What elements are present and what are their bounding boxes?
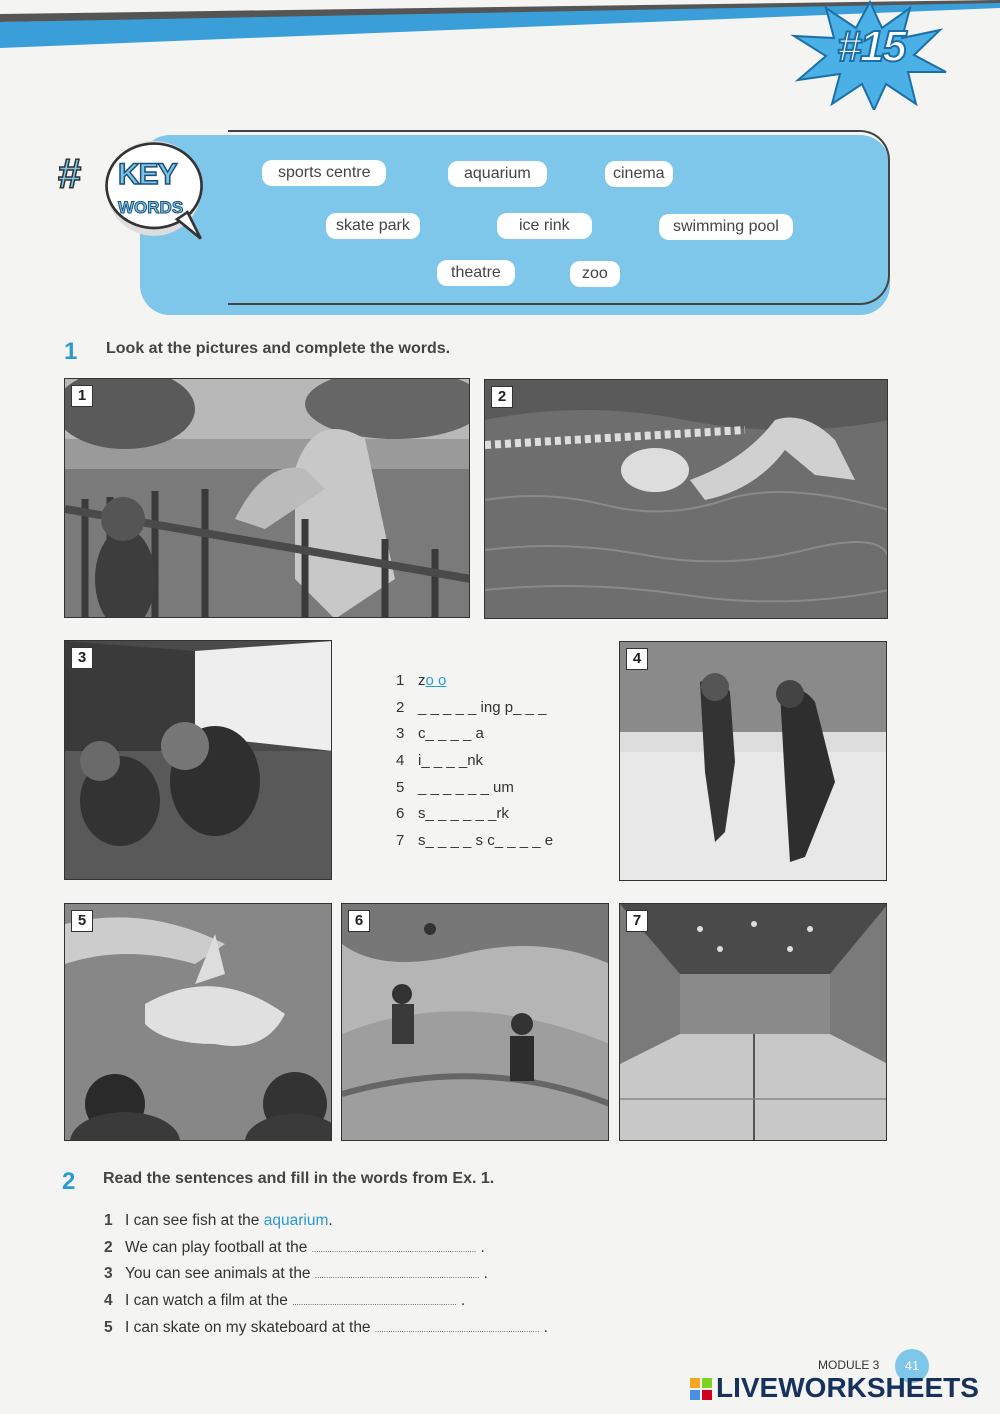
unit-number: #15: [837, 22, 905, 71]
sentence-item: 4 I can watch a film at the .......................................................................... .: [104, 1292, 466, 1309]
word-item: 2 _ _ _ _ _ ing p_ _ _: [396, 698, 547, 716]
answer-blank[interactable]: _ _ _ _ _ _ um: [418, 778, 514, 796]
sentence-item: 1 I can see fish at the aquarium.: [104, 1212, 333, 1229]
sentence-item: 3 You can see animals at the .......................................................................... .: [104, 1265, 488, 1282]
answer-blank[interactable]: ..........................................................................: [292, 1298, 457, 1307]
photo-label: 3: [71, 647, 93, 669]
word-item: 7 s_ _ _ _ s c_ _ _ _ e: [396, 832, 554, 850]
exercise-2-number: 2: [62, 1168, 76, 1195]
photo-swimming-pool: [484, 379, 888, 619]
answer-blank[interactable]: ..........................................................................: [311, 1245, 477, 1254]
answer-blank[interactable]: s_ _ _ _ _ _rk: [418, 805, 509, 823]
word-item: 6 s_ _ _ _ _ _rk: [396, 805, 509, 823]
brand-wordmark[interactable]: LIVEWORKSHEETS: [716, 1372, 979, 1403]
module-label: MODULE 3: [818, 1358, 880, 1372]
speech-bubble-icon: [92, 140, 217, 250]
photo-sports-centre: [619, 903, 887, 1141]
liveworksheets-logo-icon: [690, 1378, 712, 1400]
word-item: 3 c_ _ _ _ a: [396, 725, 484, 743]
key-word-pill: swimming pool: [659, 214, 793, 240]
unit-badge: [790, 0, 950, 110]
word-item: 1 zo o: [396, 672, 447, 689]
photo-label: 7: [626, 910, 648, 932]
photo-skate-park: [341, 903, 609, 1141]
answer-text[interactable]: aquarium: [263, 1212, 329, 1229]
key-word-pill: zoo: [570, 261, 620, 287]
answer-blank[interactable]: _ _ _ _ _ ing p_ _ _: [418, 698, 547, 716]
answer-text[interactable]: o o: [425, 672, 447, 689]
key-word-pill: skate park: [326, 213, 420, 239]
key-words-title: KEY: [118, 158, 177, 191]
key-word-pill: cinema: [605, 161, 673, 187]
key-word-pill: theatre: [437, 260, 515, 286]
sentence-item: 2 We can play football at the .......................................................................... .: [104, 1239, 485, 1256]
photo-label: 4: [626, 648, 648, 670]
exercise-1-instruction: Look at the pictures and complete the words.: [106, 340, 451, 357]
answer-blank[interactable]: ..........................................................................: [374, 1325, 540, 1334]
key-word-pill: ice rink: [497, 213, 592, 239]
answer-blank[interactable]: i_ _ _ _nk: [418, 752, 484, 770]
answer-blank[interactable]: c_ _ _ _ a: [418, 725, 484, 743]
photo-label: 5: [71, 910, 93, 932]
photo-ice-rink: [619, 641, 887, 881]
exercise-2-instruction: Read the sentences and fill in the words from Ex. 1.: [103, 1170, 495, 1187]
page-number: 41: [895, 1349, 929, 1383]
sentence-item: 5 I can skate on my skateboard at the .......................................................................... .: [104, 1319, 548, 1336]
word-completion-list: [396, 672, 553, 859]
photo-cinema: [64, 640, 332, 880]
key-words-subtitle: WORDS: [118, 198, 184, 217]
word-item: 5 _ _ _ _ _ _ um: [396, 778, 514, 796]
answer-blank[interactable]: s_ _ _ _ s c_ _ _ _ e: [418, 832, 554, 850]
photo-label: 2: [491, 386, 513, 408]
key-words-hash: #: [58, 150, 82, 197]
photo-label: 1: [71, 385, 93, 407]
photo-zoo: [64, 378, 470, 618]
exercise-1-number: 1: [64, 338, 78, 365]
word-item: 4 i_ _ _ _nk: [396, 752, 484, 770]
key-word-pill: aquarium: [448, 161, 547, 187]
photo-label: 6: [348, 910, 370, 932]
key-word-pill: sports centre: [262, 160, 386, 186]
answer-blank[interactable]: ..........................................................................: [314, 1271, 480, 1280]
photo-aquarium: [64, 903, 332, 1141]
